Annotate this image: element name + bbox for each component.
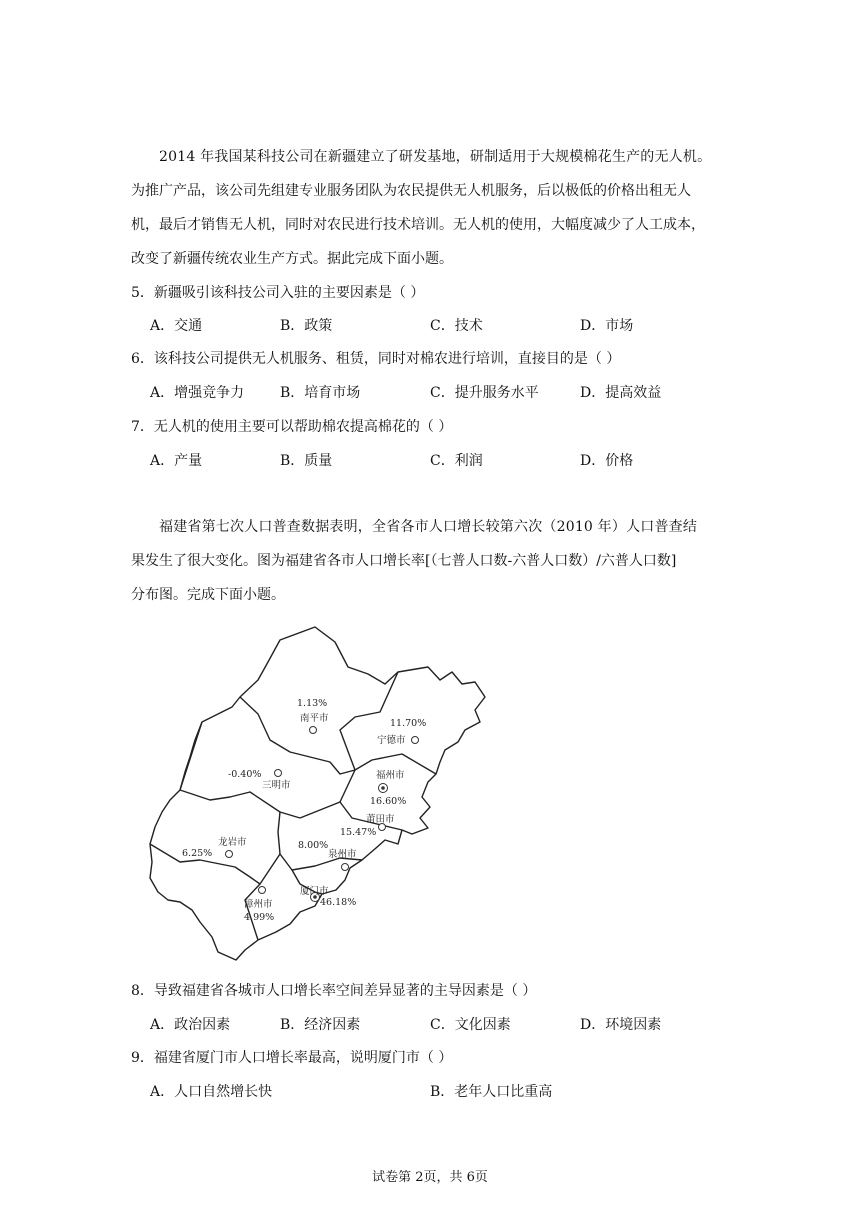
q7-option-a[interactable]: A．产量 [150,453,203,469]
passage-2-line: 分布图。完成下面小题。 [131,587,285,603]
ningde-marker [412,737,419,744]
passage-1-line: 为推广产品，该公司先组建专业服务团队为农民提供无人机服务，后以极低的价格出租无人 [131,183,691,199]
q7-option-d[interactable]: D．价格 [580,453,634,469]
q6-option-b[interactable]: B．培育市场 [280,385,361,401]
putian-rate: 15.47% [340,827,377,838]
passage-2-line: 福建省第七次人口普查数据表明，全省各市人口增长较第六次（2010 年）人口普查结 [159,519,698,535]
quanzhou-name: 泉州市 [328,849,357,860]
q5-option-b[interactable]: B．政策 [280,318,333,334]
passage-1-cont [131,174,751,276]
q8-option-a[interactable]: A．政治因素 [150,1017,231,1033]
nanping-name: 南平市 [300,713,329,724]
sanming-rate: -0.40% [228,769,262,780]
q8-option-c[interactable]: C．文化因素 [430,1017,511,1033]
fuzhou-name: 福州市 [376,770,405,781]
question-6: 6．该科技公司提供无人机服务、租赁，同时对棉农进行培训，直接目的是（ ） [131,351,621,367]
nanping-marker [310,727,317,734]
passage-2 [131,510,751,544]
xiamen-rate: 46.18% [320,897,357,908]
passage-1-line: 2014 年我国某科技公司在新疆建立了研发基地，研制适用于大规模棉花生产的无人机。 [159,149,712,165]
q6-option-d[interactable]: D．提高效益 [580,385,662,401]
sanming-name: 三明市 [262,780,291,791]
longyan-rate: 6.25% [182,848,213,859]
ningde-name: 宁德市 [377,735,406,746]
fuzhou-rate: 16.60% [370,796,407,807]
q7-option-b[interactable]: B．质量 [280,453,333,469]
passage-2-cont [131,544,751,612]
passage-1-line: 机，最后才销售无人机，同时对农民进行技术培训。无人机的使用，大幅度减少了人工成本， [131,217,705,233]
nanping-rate: 1.13% [297,698,328,709]
question-9: 9．福建省厦门市人口增长率最高，说明厦门市（ ） [131,1050,453,1066]
question-5: 5．新疆吸引该科技公司入驻的主要因素是（ ） [131,285,425,301]
quanzhou-rate: 8.00% [298,840,329,851]
q9-option-b[interactable]: B．老年人口比重高 [430,1084,553,1100]
zhangzhou-name: 漳州市 [244,899,273,910]
q6-option-a[interactable]: A．增强竞争力 [150,385,245,401]
question-7: 7．无人机的使用主要可以帮助棉农提高棉花的（ ） [131,419,453,435]
q6-option-c[interactable]: C．提升服务水平 [430,385,539,401]
longyan-name: 龙岩市 [218,837,247,848]
q5-option-c[interactable]: C．技术 [430,318,483,334]
xiamen-name: 厦门市 [300,886,329,897]
sanming-marker [275,770,282,777]
zhangzhou-rate: 4.99% [244,912,275,923]
passage-2-line: 果发生了很大变化。图为福建省各市人口增长率[（七普人口数-六普人口数）/六普人口数] [131,553,677,569]
quanzhou-marker [342,864,349,871]
longyan-marker [226,851,233,858]
q7-option-c[interactable]: C．利润 [430,453,483,469]
passage-1 [131,140,751,174]
q5-option-d[interactable]: D．市场 [580,318,634,334]
q9-option-a[interactable]: A．人口自然增长快 [150,1084,273,1100]
zhangzhou-marker [259,887,266,894]
q8-option-b[interactable]: B．经济因素 [280,1017,361,1033]
q8-option-d[interactable]: D．环境因素 [580,1017,662,1033]
putian-name: 莆田市 [366,814,395,825]
passage-1-line: 改变了新疆传统农业生产方式。据此完成下面小题。 [131,251,453,267]
page-footer: 试卷第 2页，共 6页 [372,1170,488,1185]
q5-option-a[interactable]: A．交通 [150,318,203,334]
question-8: 8．导致福建省各城市人口增长率空间差异显著的主导因素是（ ） [131,983,537,999]
ningde-rate: 11.70% [390,718,427,729]
fujian-population-map [140,622,500,962]
province-outline [150,627,485,960]
